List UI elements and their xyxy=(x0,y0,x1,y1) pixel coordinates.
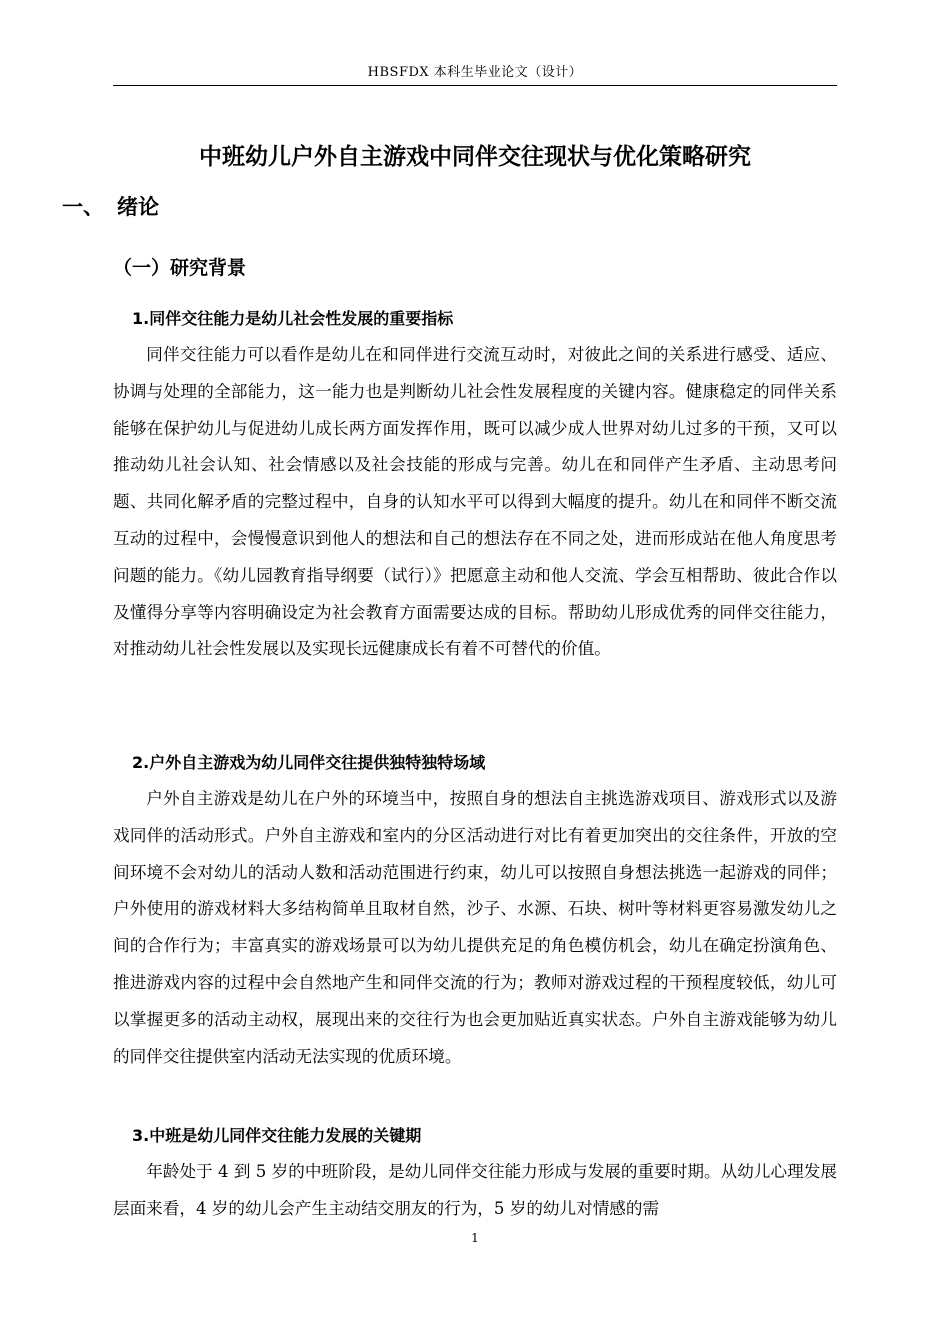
chapter-number: 一、 xyxy=(62,195,104,219)
header-rule xyxy=(113,85,837,86)
paper-title: 中班幼儿户外自主游戏中同伴交往现状与优化策略研究 xyxy=(199,144,751,170)
subsection-heading-1: 1.同伴交往能力是幼儿社会性发展的重要指标 xyxy=(132,309,454,328)
subsection-heading-3: 3.中班是幼儿同伴交往能力发展的关键期 xyxy=(132,1126,422,1145)
running-header: HBSFDX 本科生毕业论文（设计） xyxy=(367,65,583,80)
section-heading: （一）研究背景 xyxy=(113,257,247,279)
body-paragraph-3: 年龄处于 4 到 5 岁的中班阶段，是幼儿同伴交往能力形成与发展的重要时期。从幼儿心理发展层面来看，4 岁的幼儿会产生主动结交朋友的行为，5 岁的幼儿对情感的需 xyxy=(113,1162,837,1218)
chapter-title: 绪论 xyxy=(117,195,159,219)
subsection-heading-2: 2.户外自主游戏为幼儿同伴交往提供独特独特场域 xyxy=(132,753,486,772)
chapter-heading xyxy=(62,190,159,224)
body-paragraph-2: 户外自主游戏是幼儿在户外的环境当中，按照自身的想法自主挑选游戏项目、游戏形式以及游戏同伴的活动形式。户外自主游戏和室内的分区活动进行对比有着更加突出的交往条件，开放的空间环境不会对幼儿的活动人数和活动范围进行约束，幼儿可以按照自身想法挑选一起游戏的同伴；户外使用的游戏材料大多结构简单且取材自然，沙子、水源、石块、树叶等材料更容易激发幼儿之间的合作行为；丰富真实的游戏场景可以为幼儿提供充足的角色模仿机会，幼儿在确定扮演角色、推进游戏内容的过程中会自然地产生和同伴交流的行为；教师对游戏过程的干预程度较低，幼儿可以掌握更多的活动主动权，展现出来的交往行为也会更加贴近真实状态。户外自主游戏能够为幼儿的同伴交往提供室内活动无法实现的优质环境。 xyxy=(113,789,837,1066)
body-paragraph-1: 同伴交往能力可以看作是幼儿在和同伴进行交流互动时，对彼此之间的关系进行感受、适应、协调与处理的全部能力，这一能力也是判断幼儿社会性发展程度的关键内容。健康稳定的同伴关系能够在保护幼儿与促进幼儿成长两方面发挥作用，既可以减少成人世界对幼儿过多的干预，又可以推动幼儿社会认知、社会情感以及社会技能的形成与完善。幼儿在和同伴产生矛盾、主动思考问题、共同化解矛盾的完整过程中，自身的认知水平可以得到大幅度的提升。幼儿在和同伴不断交流互动的过程中，会慢慢意识到他人的想法和自己的想法存在不同之处，进而形成站在他人角度思考问题的能力。《幼儿园教育指导纲要（试行）》把愿意主动和他人交流、学会互相帮助、彼此合作以及懂得分享等内容明确设定为社会教育方面需要达成的目标。帮助幼儿形成优秀的同伴交往能力，对推动幼儿社会性发展以及实现长远健康成长有着不可替代的价值。 xyxy=(113,345,837,659)
page-number: 1 xyxy=(471,1231,479,1245)
